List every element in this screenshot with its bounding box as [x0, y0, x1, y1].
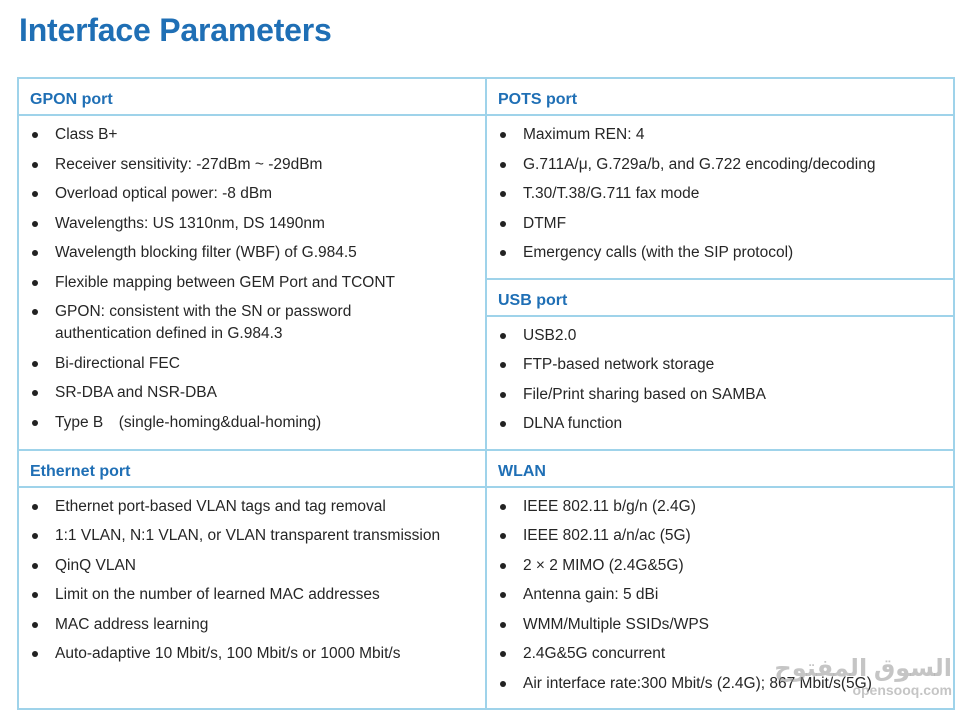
ethernet-port-cell	[18, 487, 486, 710]
gpon-port-cell	[18, 115, 486, 450]
list-item: MAC address learning	[19, 614, 485, 636]
list-item: SR-DBA and NSR-DBA	[19, 382, 485, 404]
list-item: Type B (single-homing&dual-homing)	[19, 412, 485, 434]
gpon-port-header: GPON port	[18, 78, 486, 115]
list-item: Wavelengths: US 1310nm, DS 1490nm	[19, 213, 485, 235]
gpon-port-list	[19, 124, 485, 434]
watermark-logo	[774, 656, 952, 698]
usb-port-header: USB port	[486, 279, 954, 316]
ethernet-port-list	[19, 496, 485, 666]
list-item: T.30/T.38/G.711 fax mode	[487, 183, 953, 205]
list-item: G.711A/μ, G.729a/b, and G.722 encoding/decoding	[487, 154, 953, 176]
list-item: 1:1 VLAN, N:1 VLAN, or VLAN transparent transmission	[19, 525, 485, 547]
list-item: USB2.0	[487, 325, 953, 347]
pots-port-header: POTS port	[486, 78, 954, 115]
list-item: Class B+	[19, 124, 485, 146]
list-item: IEEE 802.11 a/n/ac (5G)	[487, 525, 953, 547]
pots-port-cell	[486, 115, 954, 279]
usb-port-list	[487, 325, 953, 436]
list-item: Air interface rate:300 Mbit/s (2.4G); 867 Mbit/s(5G)	[487, 673, 953, 695]
usb-port-cell	[486, 316, 954, 450]
list-item: File/Print sharing based on SAMBA	[487, 384, 953, 406]
list-item: FTP-based network storage	[487, 354, 953, 376]
list-item: 2 × 2 MIMO (2.4G&5G)	[487, 555, 953, 577]
list-item: Emergency calls (with the SIP protocol)	[487, 242, 953, 264]
list-item: Overload optical power: -8 dBm	[19, 183, 485, 205]
list-item: 2.4G&5G concurrent	[487, 643, 953, 665]
list-item: Receiver sensitivity: -27dBm ~ -29dBm	[19, 154, 485, 176]
list-item: QinQ VLAN	[19, 555, 485, 577]
list-item: Auto-adaptive 10 Mbit/s, 100 Mbit/s or 1000 Mbit/s	[19, 643, 485, 665]
list-item: GPON: consistent with the SN or password authentication defined in G.984.3	[19, 301, 485, 345]
list-item: DLNA function	[487, 413, 953, 435]
interface-parameters-table	[17, 77, 955, 710]
page-title: Interface Parameters	[19, 12, 332, 48]
list-item: Bi-directional FEC	[19, 353, 485, 375]
list-item: IEEE 802.11 b/g/n (2.4G)	[487, 496, 953, 518]
list-item: Ethernet port-based VLAN tags and tag removal	[19, 496, 485, 518]
list-item: Maximum REN: 4	[487, 124, 953, 146]
list-item: Flexible mapping between GEM Port and TCONT	[19, 272, 485, 294]
pots-port-list	[487, 124, 953, 264]
list-item: Wavelength blocking filter (WBF) of G.984.5	[19, 242, 485, 264]
list-item: Limit on the number of learned MAC addresses	[19, 584, 485, 606]
list-item: DTMF	[487, 213, 953, 235]
ethernet-port-header: Ethernet port	[18, 450, 486, 487]
list-item: WMM/Multiple SSIDs/WPS	[487, 614, 953, 636]
wlan-header: WLAN	[486, 450, 954, 487]
watermark-latin: opensooq.com	[852, 681, 952, 698]
list-item: Antenna gain: 5 dBi	[487, 584, 953, 606]
watermark-arabic: السوق المفتوح	[774, 655, 952, 683]
